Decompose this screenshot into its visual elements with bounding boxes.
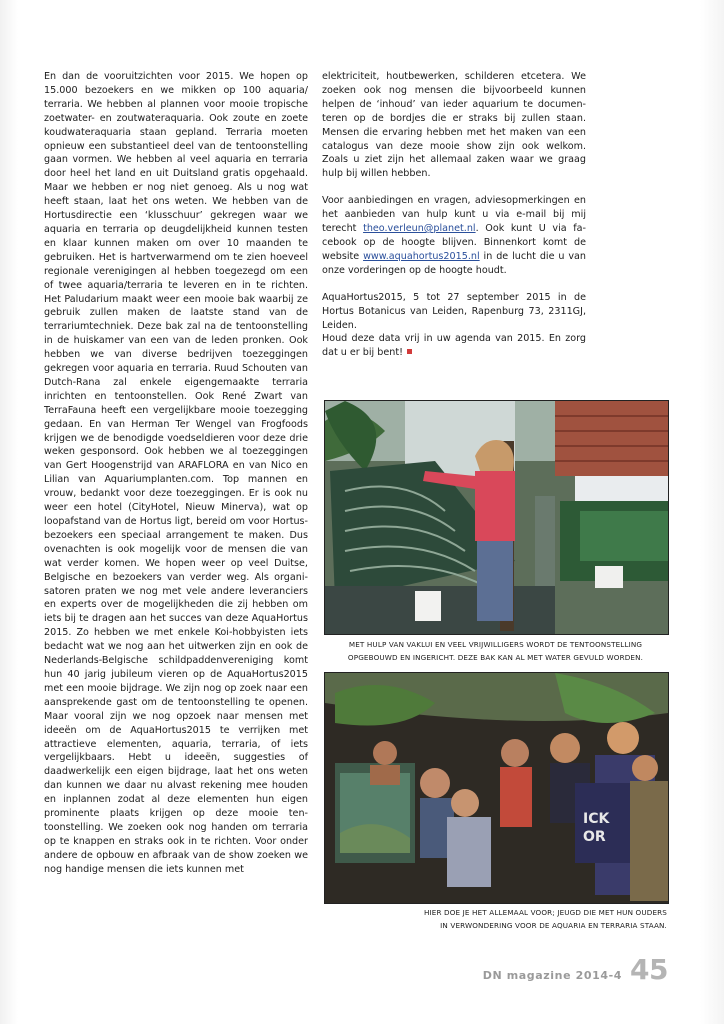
left-paragraph: En dan de vooruitzichten voor 2015. We hopen op 15.000 bezoekers en we mikken op 100 aquaria/ terraria. We hebben al plannen voor mooie tropische zoetwater- en zoutwateraquaria. Ook zoute en zoete koudwateraquaria staan gepland. Terraria moeten opnieuw een substantieel deel van de tentoonstelling gaan vormen. We hebben al veel aquaria en terraria door heel het land en uit Duitsland gratis opgehaald. Maar we hebben er nog niet genoeg. Als u nog wat heeft staan, laat het ons weten. We hebben van de Hortusdirectie een ‘klusschuur’ gekregen waar we aquaria en terraria op deugdelijkheid kunnen testen en klaar kunnen maken om over 10 maanden te gebruiken. Het is hartverwarmend om te zien hoeveel regionale verenigingen al hebben toegezegd om een of twee aquaria/terraria te leveren en in te richten. Het Paludarium maakt weer een mooie bak waarbij ze gebruik zullen maken de laatste stand van de terrariumtechniek. Deze bak zal na de tentoonstelling in de huiskamer van een van de leden pronken. Ook hebben we van diverse bedrijven toezeggingen gekregen voor aquaria en terraria. Ruud Schouten van Dutch-Rana zal enkele eigengemaakte terraria inrichten en tentoonstellen. Ook René Zwart van TerraFauna heeft een vergelijkbare mooie toezegging gedaan. En van Herman Ter Wengel van Frogfoods krijgen we de benodigde voedseldieren voor deze drie weken gesponsord. Ook hebben we al toezeggingen van Gert Hoogenstrijd van ARAFLORA en van Nico en Lilian van Aquariumplanten.com. Top mannen en vrouw, bedankt voor deze toezeggingen. Er is ook nu weer een hotel (CityHotel, Nieuw Minerva), wat op loopafstand van de Hortus ligt, bereid om voor Hortusbezoekers een speciaal arrangement te maken. Dus ovenachten is ook mogelijk voor de mensen die van wat verder komen. We hopen weer op veel Duitse, Belgische en bezoekers van verder weg. Als organisatoren praten we nog met vele andere leveranciers en experts over de mogelijkheden die zij hebben om iets bij te dragen aan het succes van deze AquaHortus 2015. Zo hebben we met enkele Koi-hobbyisten iets bedacht wat we nog aan het uitwerken zijn en ook de Nederlands-Belgische schildpaddenvereniging komt hun 40 jarig jubileum vieren op de AquaHortus2015 met een mooie bijdrage. We zijn nog op zoek naar een aansprekende gast om de tentoonstelling te openen. Maar vooral zijn we nog opzoek naar mensen met ideeën om de AquaHortus2015 te verrijken met attractieve elementen, aquaria, terraria, of iets vergelijkbaars. Hebt u ideeën, suggesties of daadwerkelijk een eigen bijdrage, laat het ons weten dan kunnen we daar nu alvast rekening mee houden en inplannen zodat al deze elementen hun eigen prominente plaats krijgen op deze mooie tentoonstelling. We zoeken ook nog handen om terraria op te knappen en straks ook in te richten. Voor onder andere de opbouw en afbraak van de show zoeken we nog handige mensen die iets kunnen met: [44, 71, 308, 875]
photo-aquarium-setup-image: [325, 401, 668, 634]
caption-line-2: IN VERWONDERING VOOR DE AQUARIA EN TERRARIA STAAN.: [440, 921, 667, 930]
magazine-label: DN magazine 2014-4: [482, 969, 623, 982]
photo-aquarium-setup-caption: MET HULP VAN VAKLUI EN VEEL VRIJWILLIGERS WORDT DE TENTOONSTELLING OPGEBOUWD EN INGERICHT. DEZE BAK KAN AL MET WATER GEVULD WORDEN.: [347, 640, 644, 662]
contact-text-c: in de lucht die u van onze vorderingen op de hoogte houdt.: [322, 250, 586, 276]
photo-aquarium-setup: [324, 400, 669, 635]
end-of-article-mark: [407, 349, 412, 354]
svg-text:ICK: ICK: [583, 811, 610, 827]
contact-text-a: Voor aanbiedingen en vragen, adviesopmerkingen en het aanbieden van hulp kunt u via e-mail bij mij terecht: [322, 195, 586, 235]
photo-youth-visitors: [324, 672, 669, 904]
page-number: 45: [630, 953, 668, 986]
event-details: AquaHortus2015, 5 tot 27 september 2015 in de Hortus Botanicus van Leiden, Rapenburg 73, 2311GJ, Leiden.: [322, 291, 586, 331]
caption-line-1: HIER DOE JE HET ALLEMAAL VOOR; JEUGD DIE MET HUN OUDERS: [423, 908, 667, 917]
contact-text-b: . Ook kunt U via facebook op de hoogte blijven. Binnenkort komt de website: [322, 223, 586, 262]
right-paragraph-1: elektriciteit, houtbewerken, schilderen etcetera. We zoeken ook nog mensen die bijvoorbeeld kunnen helpen de ‘inhoud’ van ieder aquarium te documenteren op de bordjes die er straks bij zullen staan. Mensen die ervaring hebben met het maken van een catalogus van deze mooie show zijn ook welkom. Zoals u ziet zijn het allemaal zaken waar we graag hulp bij willen hebben.: [322, 71, 586, 180]
reminder-text: Houd deze data vrij in uw agenda van 2015. En zorg dat u er bij bent!: [322, 333, 586, 359]
right-column: [322, 70, 586, 360]
photo-youth-visitors-caption: [324, 906, 667, 932]
photo-youth-visitors-image: [325, 673, 668, 903]
right-paragraph-2: [322, 194, 586, 277]
page-footer: [483, 953, 668, 986]
left-column: [44, 70, 308, 877]
email-link[interactable]: theo.verleun@planet.nl: [363, 223, 476, 235]
svg-text:OR: OR: [583, 829, 606, 845]
website-link[interactable]: www.aquahortus2015.nl: [363, 250, 480, 262]
event-reminder: [322, 332, 586, 360]
